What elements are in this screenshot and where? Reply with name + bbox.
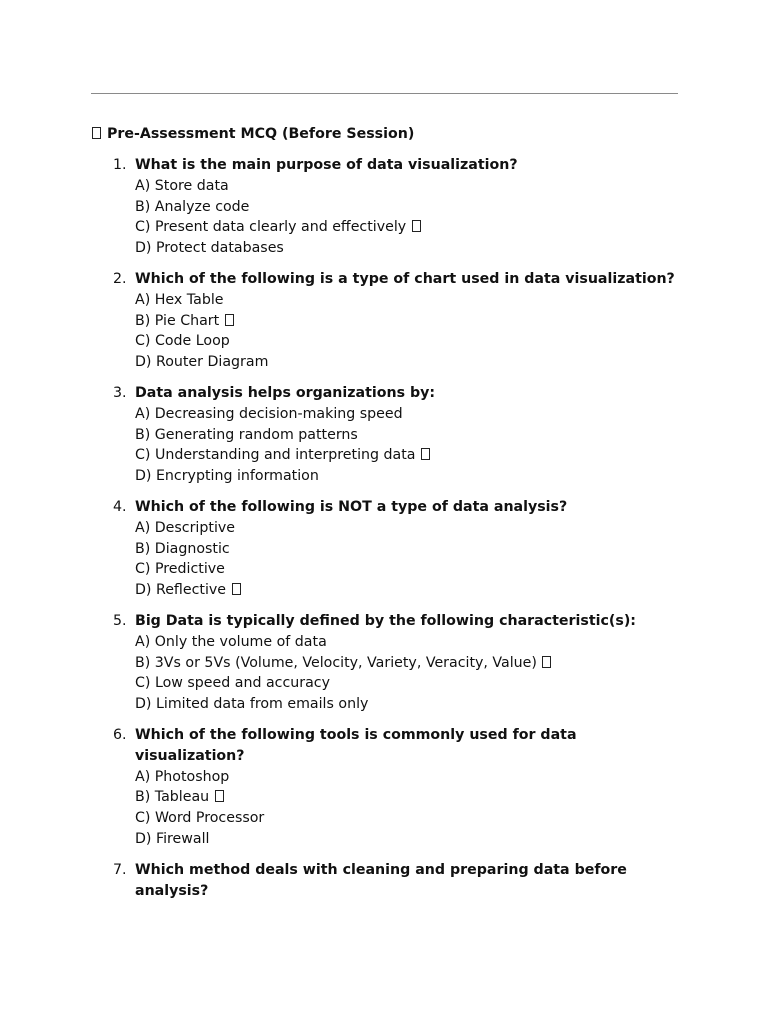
answer-option [135,580,681,601]
answer-option [135,217,681,238]
correct-mark-icon [215,790,224,802]
answer-option [135,694,681,715]
question-list [91,155,681,901]
answer-option-text: A) Store data [135,177,229,194]
question-text: Big Data is typically defined by the following characteristic(s): [135,612,636,629]
answer-option [135,425,681,446]
answer-option-text: A) Decreasing decision-making speed [135,405,403,422]
question-text: Which of the following is NOT a type of data analysis? [135,498,568,515]
answer-option [135,632,681,653]
answer-option [135,176,681,197]
answer-option [135,466,681,487]
answer-option [135,829,681,850]
answer-option [135,352,681,373]
question-number: 6. [113,726,127,743]
correct-mark-icon [542,656,551,668]
answer-option [135,653,681,674]
answer-option [135,539,681,560]
answer-option [135,197,681,218]
answer-option [135,445,681,466]
answer-option [135,787,681,808]
question-number: 2. [113,270,127,287]
section-heading-text: Pre-Assessment MCQ (Before Session) [106,126,415,142]
question-item [91,383,681,487]
answer-option-text: B) Diagnostic [135,540,230,557]
answer-option-text: B) 3Vs or 5Vs (Volume, Velocity, Variety, Veracity, Value) [135,654,537,671]
correct-mark-icon [412,220,421,232]
question-text: What is the main purpose of data visualization? [135,157,518,173]
answer-option-text: A) Only the volume of data [135,633,327,650]
question-item [91,497,681,601]
answer-option-text: C) Understanding and interpreting data [135,447,416,464]
answer-option-text: A) Hex Table [135,291,224,308]
answer-option-text: C) Present data clearly and effectively [135,219,407,236]
question-text: Which of the following tools is commonly used for data visualization? [135,726,577,764]
answer-option-text: C) Code Loop [135,333,230,350]
question-item [91,269,681,373]
question-item [91,725,681,850]
answer-option [135,311,681,332]
correct-mark-icon [421,448,430,460]
answer-option-text: D) Encrypting information [135,468,319,485]
question-text: Data analysis helps organizations by: [135,384,436,401]
question-item [91,860,681,902]
answer-option [135,808,681,829]
document-body [91,124,681,911]
answer-option-text: B) Pie Chart [135,312,220,329]
answer-option-text: C) Word Processor [135,810,265,827]
answer-option-text: D) Reflective [135,582,227,599]
answer-option-text: B) Tableau [135,789,210,806]
answer-option-text: B) Generating random patterns [135,426,358,443]
answer-option [135,518,681,539]
question-item [91,155,681,259]
question-number: 1. [113,157,127,173]
question-number: 5. [113,612,127,629]
question-item [91,611,681,715]
answer-option [135,238,681,259]
section-heading [91,124,681,144]
question-text: Which of the following is a type of chart used in data visualization? [135,270,675,287]
answer-option-text: D) Firewall [135,830,210,847]
answer-option [135,559,681,580]
question-number: 3. [113,384,127,401]
answer-option-text: D) Router Diagram [135,354,269,371]
answer-option-text: D) Limited data from emails only [135,696,369,713]
horizontal-rule [91,93,678,94]
answer-option [135,331,681,352]
question-number: 4. [113,498,127,515]
answer-option [135,767,681,788]
correct-mark-icon [232,583,241,595]
answer-option-text: A) Descriptive [135,519,236,536]
answer-option-text: B) Analyze code [135,198,250,215]
answer-option-text: C) Low speed and accuracy [135,675,330,692]
question-text: Which method deals with cleaning and preparing data before analysis? [135,861,627,899]
correct-mark-icon [225,314,234,326]
box-glyph-icon [92,127,101,139]
answer-option-text: A) Photoshop [135,768,230,785]
answer-option [135,673,681,694]
answer-option-text: D) Protect databases [135,240,284,257]
question-number: 7. [113,861,127,878]
answer-option-text: C) Predictive [135,561,225,578]
answer-option [135,404,681,425]
answer-option [135,290,681,311]
